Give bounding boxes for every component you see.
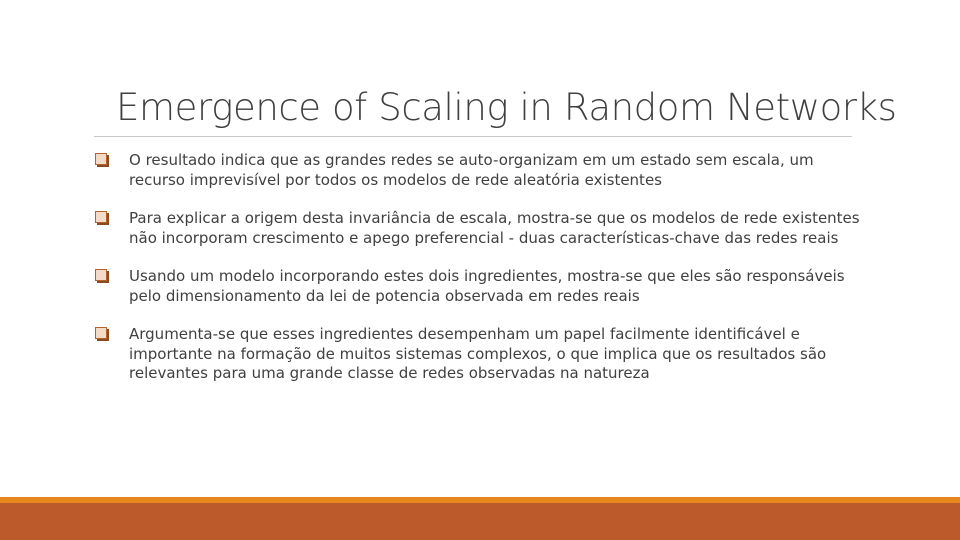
footer-band	[0, 503, 960, 540]
list-item	[95, 267, 870, 306]
checkbox-bullet-icon	[95, 269, 107, 281]
bullet-text: Para explicar a origem desta invariância de escala, mostra-se que os modelos de rede existentes não incorporam crescimento e apego preferencial - duas características-chave das redes reais	[129, 209, 860, 247]
checkbox-bullet-icon	[95, 153, 107, 165]
slide-title: Emergence of Scaling in Random Networks	[116, 86, 897, 129]
bullet-text: Usando um modelo incorporando estes dois ingredientes, mostra-se que eles são responsáveis pelo dimensionamento da lei de potencia observada em redes reais	[129, 267, 845, 305]
bullet-text: O resultado indica que as grandes redes se auto-organizam em um estado sem escala, um recurso imprevisível por todos os modelos de rede aleatória existentes	[129, 151, 814, 189]
bullet-list	[95, 151, 870, 384]
list-item	[95, 209, 870, 248]
list-item	[95, 151, 870, 190]
bullet-text: Argumenta-se que esses ingredientes desempenham um papel facilmente identificável e importante na formação de muitos sistemas complexos, o que implica que os resultados são relevantes para uma grande classe de redes observadas na natureza	[129, 325, 827, 382]
list-item	[95, 325, 870, 384]
title-divider	[94, 136, 852, 137]
checkbox-bullet-icon	[95, 211, 107, 223]
checkbox-bullet-icon	[95, 327, 107, 339]
